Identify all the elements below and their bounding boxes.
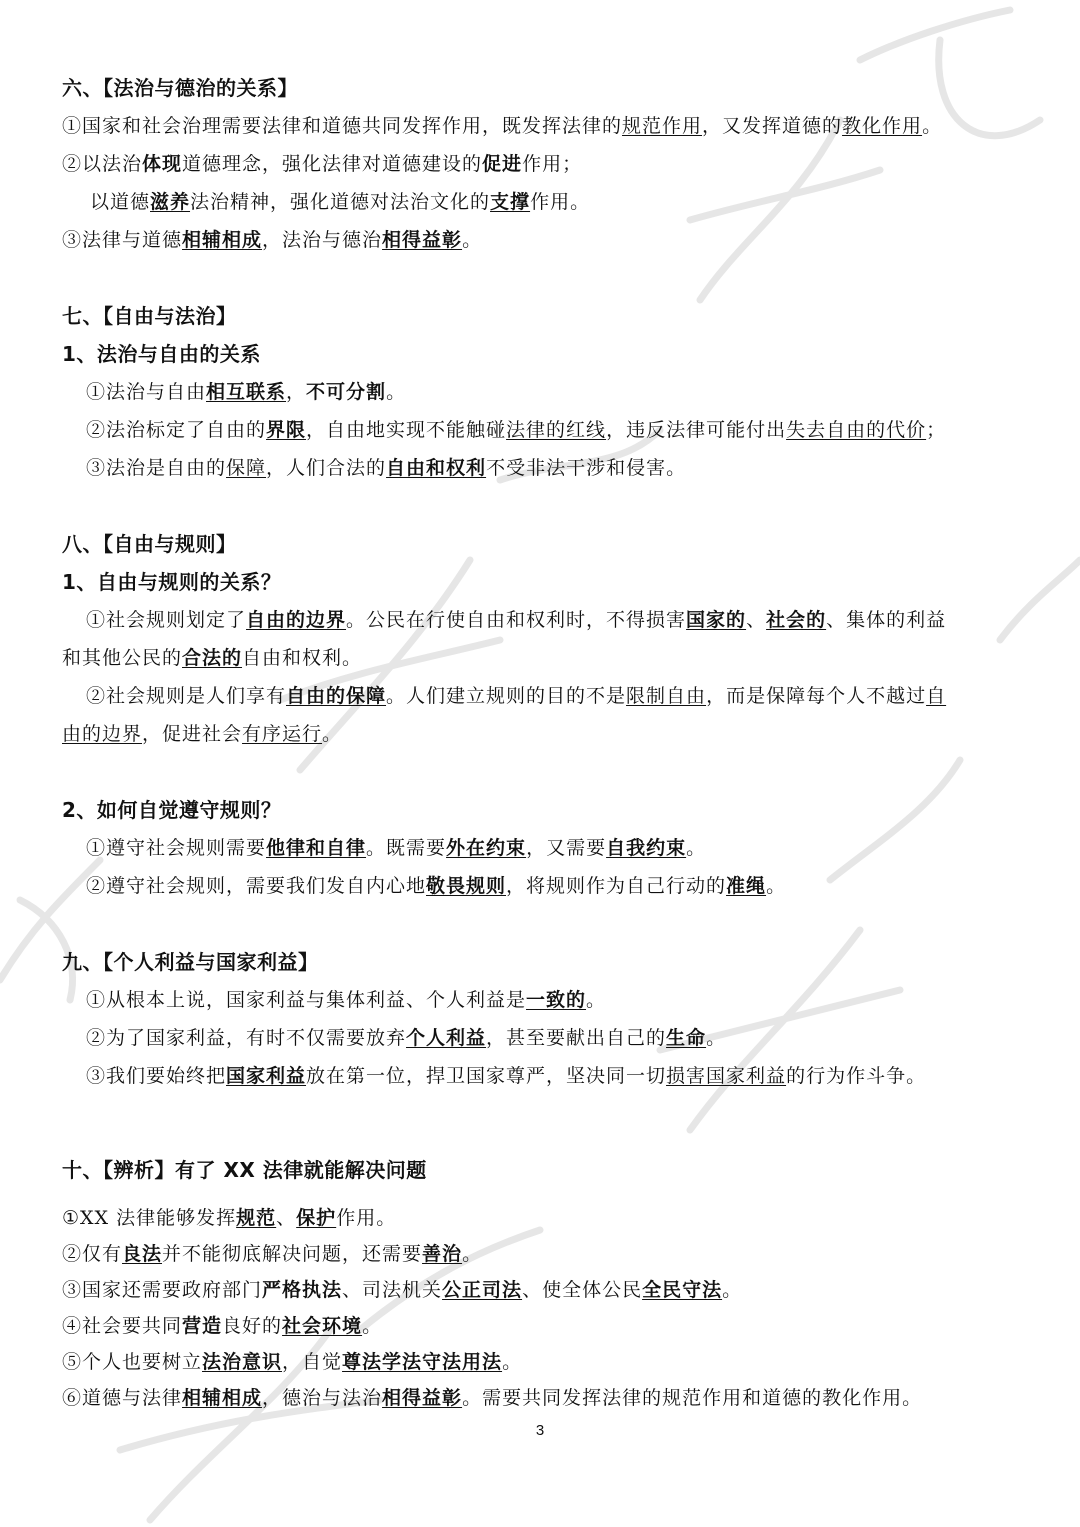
s10-item-5: ⑤个人也要树立法治意识，自觉尊法学法守法用法。 <box>62 1351 523 1373</box>
s8-subheading-2: 2、如何自觉遵守规则？ <box>62 798 282 822</box>
s6-item-2: ②以法治体现道德理念，强化法律对道德建设的促进作用； <box>62 153 583 175</box>
s10-item-4: ④社会要共同营造良好的社会环境。 <box>62 1315 383 1337</box>
s10-item-3: ③国家还需要政府部门严格执法、司法机关公正司法、使全体公民全民守法。 <box>62 1279 743 1301</box>
s7-item-1: ①法治与自由相互联系，不可分割。 <box>86 381 407 403</box>
section-7-title: 七、【自由与法治】 <box>62 304 237 328</box>
s7-subheading: 1、法治与自由的关系 <box>62 342 261 366</box>
s7-item-3: ③法治是自由的保障，人们合法的自由和权利不受非法干涉和侵害。 <box>86 457 687 479</box>
s8-item-1-cont: 和其他公民的合法的自由和权利。 <box>62 647 363 669</box>
s8-item-4: ②遵守社会规则，需要我们发自内心地敬畏规则，将规则作为自己行动的准绳。 <box>86 875 787 897</box>
s8-item-1: ①社会规则划定了自由的边界。公民在行使自由和权利时，不得损害国家的、社会的、集体的利益 <box>86 609 947 631</box>
page-number: 3 <box>535 1422 545 1439</box>
s9-item-1: ①从根本上说，国家利益与集体利益、个人利益是一致的。 <box>86 989 607 1011</box>
s6-item-1: ①国家和社会治理需要法律和道德共同发挥作用，既发挥法律的规范作用，又发挥道德的教化作用。 <box>62 115 943 137</box>
s8-item-2: ②社会规则是人们享有自由的保障。人们建立规则的目的不是限制自由，而是保障每个人不越过自 <box>86 685 947 707</box>
s6-item-2b: 以道德滋养法治精神，强化道德对法治文化的支撑作用。 <box>90 191 591 213</box>
s8-subheading-1: 1、自由与规则的关系？ <box>62 570 282 594</box>
s9-item-2: ②为了国家利益，有时不仅需要放弃个人利益，甚至要献出自己的生命。 <box>86 1027 727 1049</box>
s10-item-1: ①XX 法律能够发挥规范、保护作用。 <box>62 1207 397 1229</box>
section-10-title: 十、【辨析】有了 XX 法律就能解决问题 <box>62 1158 427 1182</box>
section-8-title: 八、【自由与规则】 <box>62 532 237 556</box>
section-9-title: 九、【个人利益与国家利益】 <box>62 950 319 974</box>
s7-item-2: ②法治标定了自由的界限，自由地实现不能触碰法律的红线，违反法律可能付出失去自由的代价； <box>86 419 947 441</box>
s9-item-3: ③我们要始终把国家利益放在第一位，捍卫国家尊严，坚决同一切损害国家利益的行为作斗争。 <box>86 1065 927 1087</box>
s10-item-6: ⑥道德与法律相辅相成，德治与法治相得益彰。需要共同发挥法律的规范作用和道德的教化作用。 <box>62 1387 923 1409</box>
s8-item-2-cont: 由的边界，促进社会有序运行。 <box>62 723 343 745</box>
s8-item-3: ①遵守社会规则需要他律和自律。既需要外在约束，又需要自我约束。 <box>86 837 707 859</box>
s6-item-3: ③法律与道德相辅相成，法治与德治相得益彰。 <box>62 229 483 251</box>
s10-item-2: ②仅有良法并不能彻底解决问题，还需要善治。 <box>62 1243 483 1265</box>
section-6-title: 六、【法治与德治的关系】 <box>62 76 298 100</box>
